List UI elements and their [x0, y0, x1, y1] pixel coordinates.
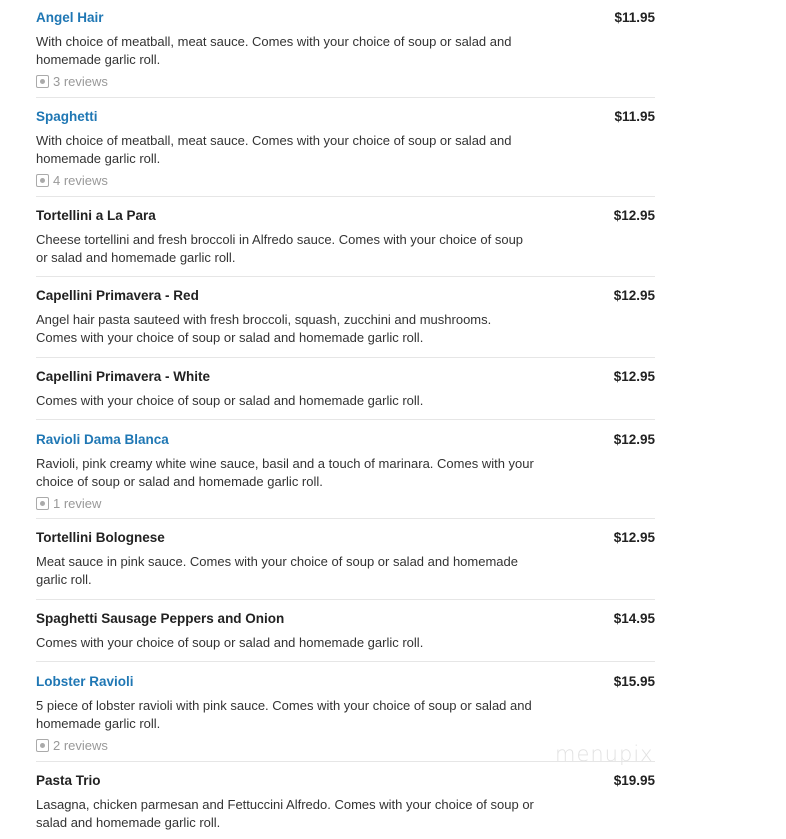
item-price: $14.95 — [613, 611, 655, 626]
menu-list — [36, 0, 655, 839]
menu-item — [36, 358, 655, 420]
item-price: $12.95 — [613, 208, 655, 223]
menu-item — [36, 197, 655, 277]
item-reviews-link[interactable] — [36, 738, 108, 753]
menu-item — [36, 762, 655, 839]
item-name: Tortellini a La Para — [36, 208, 156, 223]
item-price: $12.95 — [613, 530, 655, 545]
item-description: 5 piece of lobster ravioli with pink sauce. Comes with your choice of soup or salad and homemade garlic roll. — [36, 698, 532, 731]
item-reviews-label: 2 reviews — [53, 738, 108, 753]
item-name-link[interactable]: Ravioli Dama Blanca — [36, 432, 169, 447]
menu-item — [36, 277, 655, 358]
item-description: With choice of meatball, meat sauce. Comes with your choice of soup or salad and homemade garlic roll. — [36, 133, 512, 166]
menupix-watermark: menupix — [555, 742, 654, 766]
item-description: Comes with your choice of soup or salad and homemade garlic roll. — [36, 393, 424, 408]
item-reviews-label: 1 review — [53, 496, 102, 511]
item-price: $12.95 — [613, 288, 655, 303]
item-reviews-link[interactable] — [36, 74, 108, 89]
review-icon — [36, 174, 49, 187]
item-description: With choice of meatball, meat sauce. Comes with your choice of soup or salad and homemade garlic roll. — [36, 34, 512, 67]
item-description: Meat sauce in pink sauce. Comes with your choice of soup or salad and homemade garlic roll. — [36, 554, 518, 587]
item-name: Tortellini Bolognese — [36, 530, 165, 545]
item-reviews-label: 3 reviews — [53, 74, 108, 89]
item-reviews-link[interactable] — [36, 173, 108, 188]
menu-item — [36, 420, 655, 519]
menu-item — [36, 600, 655, 662]
item-description: Angel hair pasta sauteed with fresh broccoli, squash, zucchini and mushrooms. Comes with your choice of soup or salad and homemade garlic roll. — [36, 312, 492, 345]
menu-item — [36, 0, 655, 98]
item-name: Capellini Primavera - Red — [36, 288, 199, 303]
item-name-link[interactable]: Spaghetti — [36, 109, 98, 124]
review-icon — [36, 75, 49, 88]
item-name-link[interactable]: Lobster Ravioli — [36, 674, 134, 689]
item-price: $12.95 — [613, 432, 655, 447]
menu-item — [36, 98, 655, 197]
item-description: Comes with your choice of soup or salad and homemade garlic roll. — [36, 635, 424, 650]
item-description: Ravioli, pink creamy white wine sauce, basil and a touch of marinara. Comes with your choice of soup or salad and homemade garlic roll. — [36, 456, 534, 489]
item-name: Spaghetti Sausage Peppers and Onion — [36, 611, 285, 626]
item-name: Pasta Trio — [36, 773, 101, 788]
menu-item — [36, 519, 655, 600]
item-price: $11.95 — [614, 109, 655, 124]
item-reviews-link[interactable] — [36, 496, 101, 511]
item-price: $11.95 — [614, 10, 655, 25]
item-name: Capellini Primavera - White — [36, 369, 211, 384]
item-reviews-label: 4 reviews — [53, 173, 108, 188]
item-description: Lasagna, chicken parmesan and Fettuccini Alfredo. Comes with your choice of soup or salad and homemade garlic roll. — [36, 797, 534, 830]
review-icon — [36, 739, 49, 752]
review-icon — [36, 497, 49, 510]
item-price: $15.95 — [613, 674, 655, 689]
item-price: $19.95 — [613, 773, 655, 788]
item-price: $12.95 — [613, 369, 655, 384]
item-description: Cheese tortellini and fresh broccoli in Alfredo sauce. Comes with your choice of soup or salad and homemade garlic roll. — [36, 232, 524, 265]
item-name-link[interactable]: Angel Hair — [36, 10, 104, 25]
